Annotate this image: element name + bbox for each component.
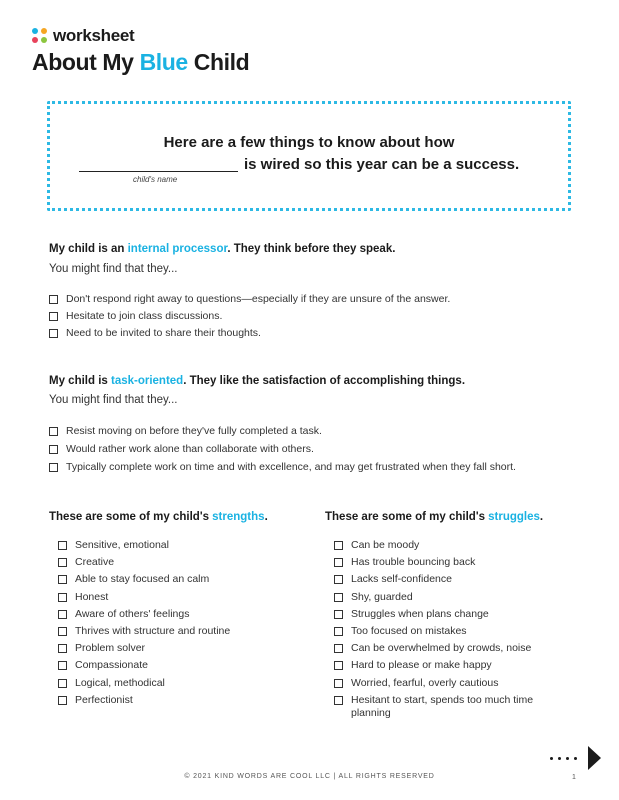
list-item xyxy=(334,642,564,659)
list-item-text: Need to be invited to share their thoughts. xyxy=(66,327,261,339)
heading-suffix: . They like the satisfaction of accomplishing things. xyxy=(183,375,466,387)
list-item xyxy=(58,642,298,659)
heading-prefix: These are some of my child's xyxy=(325,511,489,523)
heading-accent: internal processor xyxy=(127,243,228,255)
list-item xyxy=(49,327,450,344)
list-item xyxy=(58,556,298,573)
brand-dot-icon xyxy=(32,37,38,43)
page-number: 1 xyxy=(572,774,576,781)
list-item xyxy=(58,539,298,556)
checkbox[interactable] xyxy=(58,679,67,688)
list-item xyxy=(334,539,564,556)
list-item xyxy=(58,625,298,642)
struggles-list xyxy=(334,539,564,720)
list-item-text: Too focused on mistakes xyxy=(351,624,467,637)
list-item-text: Honest xyxy=(75,590,109,603)
list-item-text: Can be moody xyxy=(351,539,420,551)
list-item-text: Don't respond right away to questions—especially if they are unsure of the answer. xyxy=(66,293,451,305)
section-heading-task xyxy=(49,375,465,387)
checkbox[interactable] xyxy=(58,558,67,567)
list-item-text: Lacks self-confidence xyxy=(351,573,452,586)
checkbox[interactable] xyxy=(58,593,67,602)
checkbox[interactable] xyxy=(334,696,343,705)
page-title xyxy=(32,49,249,76)
brand-dot-icon xyxy=(41,28,47,34)
checkbox[interactable] xyxy=(58,541,67,550)
list-item xyxy=(49,293,450,310)
section-subheading: You might find that they... xyxy=(49,263,178,275)
task-list xyxy=(49,425,516,479)
list-item xyxy=(334,625,564,642)
checkbox[interactable] xyxy=(49,427,58,436)
heading-prefix: My child is xyxy=(49,375,111,387)
heading-accent: strengths xyxy=(212,511,265,523)
list-item-text: Hesitate to join class discussions. xyxy=(66,310,223,322)
heading-suffix: . They think before they speak. xyxy=(227,243,396,255)
title-prefix: About My xyxy=(32,49,140,75)
list-item xyxy=(58,677,298,694)
list-item xyxy=(58,694,298,711)
strengths-list xyxy=(58,539,298,711)
heading-accent: struggles xyxy=(488,511,540,523)
child-name-caption: child's name xyxy=(133,175,178,184)
next-arrow-icon xyxy=(588,746,601,770)
list-item xyxy=(334,694,564,720)
list-item xyxy=(334,608,564,625)
list-item xyxy=(58,591,298,608)
brand-dot-icon xyxy=(41,37,47,43)
checkbox[interactable] xyxy=(334,541,343,550)
title-accent: Blue xyxy=(139,49,188,75)
dots-icon xyxy=(550,757,577,760)
processor-list xyxy=(49,293,450,344)
checkbox[interactable] xyxy=(49,463,58,472)
intro-line-1: Here are a few things to know about how xyxy=(163,134,455,151)
checkbox[interactable] xyxy=(49,312,58,321)
list-item-text: Aware of others' feelings xyxy=(75,607,190,620)
checkbox[interactable] xyxy=(58,575,67,584)
brand-dots-icon xyxy=(32,28,48,44)
checkbox[interactable] xyxy=(49,329,58,338)
list-item-text: Perfectionist xyxy=(75,693,133,706)
list-item xyxy=(49,310,450,327)
list-item-text: Shy, guarded xyxy=(351,590,413,603)
checkbox[interactable] xyxy=(58,610,67,619)
list-item xyxy=(334,677,564,694)
list-item-text: Resist moving on before they've fully completed a task. xyxy=(66,425,322,437)
brand-name: worksheet xyxy=(53,26,135,45)
intro-box xyxy=(47,101,571,211)
list-item-text: Thrives with structure and routine xyxy=(75,624,231,637)
list-item xyxy=(58,608,298,625)
heading-accent: task-oriented xyxy=(111,375,184,387)
list-item xyxy=(58,573,298,590)
checkbox[interactable] xyxy=(334,575,343,584)
checkbox[interactable] xyxy=(334,661,343,670)
list-item-text: Typically complete work on time and with excellence, and may get frustrated when they fall short. xyxy=(66,461,516,473)
list-item-text: Logical, methodical xyxy=(75,676,165,689)
section-heading-processor xyxy=(49,243,395,255)
list-item xyxy=(334,591,564,608)
checkbox[interactable] xyxy=(334,558,343,567)
heading-suffix: . xyxy=(264,511,268,523)
section-subheading: You might find that they... xyxy=(49,394,178,406)
intro-line-2: is wired so this year can be a success. xyxy=(244,156,520,173)
list-item xyxy=(49,461,516,479)
checkbox[interactable] xyxy=(334,644,343,653)
checkbox[interactable] xyxy=(334,593,343,602)
checkbox[interactable] xyxy=(334,679,343,688)
list-item xyxy=(58,659,298,676)
list-item xyxy=(49,443,516,461)
heading-suffix: . xyxy=(539,511,544,523)
checkbox[interactable] xyxy=(334,610,343,619)
checkbox[interactable] xyxy=(49,445,58,454)
list-item-text: Has trouble bouncing back xyxy=(351,556,476,569)
brand-logo xyxy=(32,26,134,46)
strengths-heading xyxy=(49,511,268,523)
list-item-text: Able to stay focused an calm xyxy=(75,573,210,586)
list-item-text: Compassionate xyxy=(75,659,148,672)
list-item-text: Hard to please or make happy xyxy=(351,659,492,672)
list-item-text: Can be overwhelmed by crowds, noise xyxy=(351,642,532,655)
checkbox[interactable] xyxy=(58,644,67,653)
checkbox[interactable] xyxy=(58,661,67,670)
child-name-field[interactable] xyxy=(79,171,238,172)
checkbox[interactable] xyxy=(58,627,67,636)
checkbox[interactable] xyxy=(58,696,67,705)
copyright-footer: © 2021 KIND WORDS ARE COOL LLC | ALL RIGHTS RESERVED xyxy=(184,773,435,780)
list-item xyxy=(334,659,564,676)
list-item-text: Worried, fearful, overly cautious xyxy=(351,676,499,689)
list-item-text: Problem solver xyxy=(75,642,146,655)
checkbox[interactable] xyxy=(334,627,343,636)
list-item-text: Sensitive, emotional xyxy=(75,539,169,551)
list-item-text: Would rather work alone than collaborate with others. xyxy=(66,443,314,455)
checkbox[interactable] xyxy=(49,295,58,304)
list-item xyxy=(49,425,516,443)
list-item-text: Creative xyxy=(75,556,115,569)
struggles-heading xyxy=(325,511,543,523)
list-item-text: Hesitant to start, spends too much time planning xyxy=(351,693,534,719)
list-item-text: Struggles when plans change xyxy=(351,607,489,620)
list-item xyxy=(334,573,564,590)
brand-dot-icon xyxy=(32,28,38,34)
heading-prefix: These are some of my child's xyxy=(49,511,213,523)
heading-prefix: My child is an xyxy=(49,243,128,255)
list-item xyxy=(334,556,564,573)
title-suffix: Child xyxy=(187,49,250,75)
